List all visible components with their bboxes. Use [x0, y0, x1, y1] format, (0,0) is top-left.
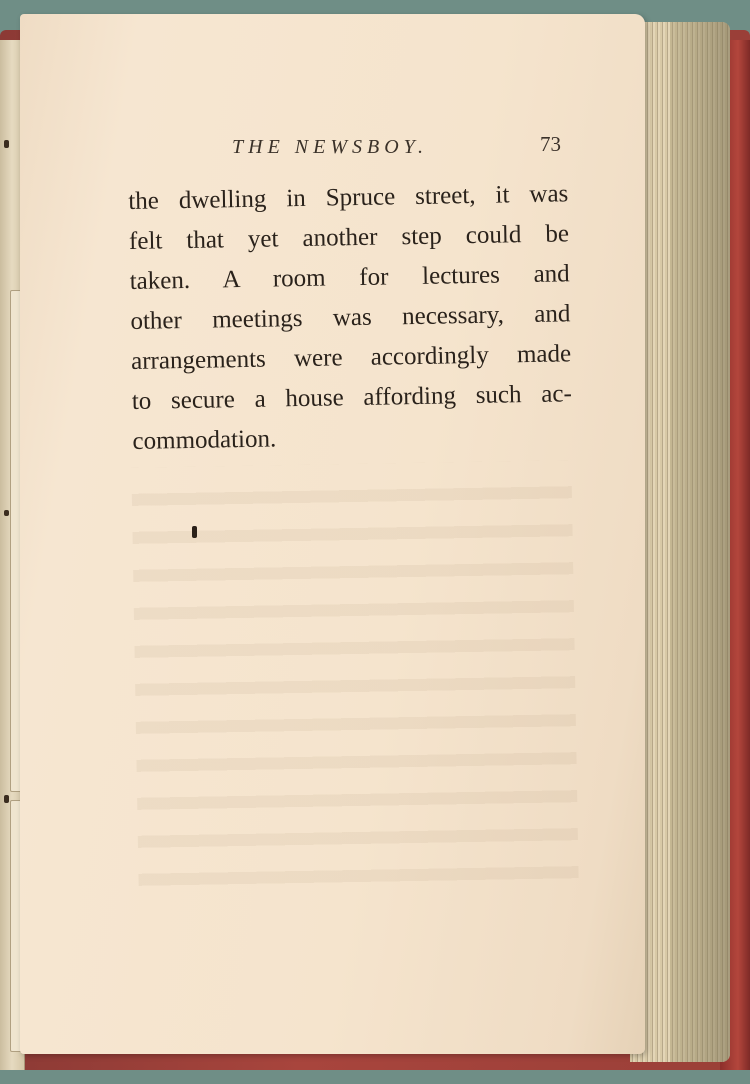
reverse-side-show-through — [131, 460, 578, 888]
running-head: THE NEWSBOY. — [232, 136, 428, 158]
text-line: arrangements were accordingly made — [130, 340, 572, 375]
ink-mark — [192, 526, 197, 538]
page-block-edges — [630, 22, 730, 1062]
binding-thread — [4, 510, 9, 516]
text-line: commodation. — [132, 425, 277, 455]
text-line: the dwelling in Spruce street, it was — [128, 180, 569, 215]
binding-thread — [4, 795, 9, 803]
body-paragraph — [128, 174, 578, 462]
book-page — [20, 14, 645, 1054]
text-line: taken. A room for lectures and — [129, 260, 570, 295]
binding-thread — [4, 140, 9, 148]
page-number: 73 — [540, 132, 561, 156]
text-line: to secure a house affording such ac- — [131, 380, 572, 415]
text-line: other meetings was necessary, and — [130, 300, 571, 335]
text-line: felt that yet another step could be — [128, 220, 570, 255]
